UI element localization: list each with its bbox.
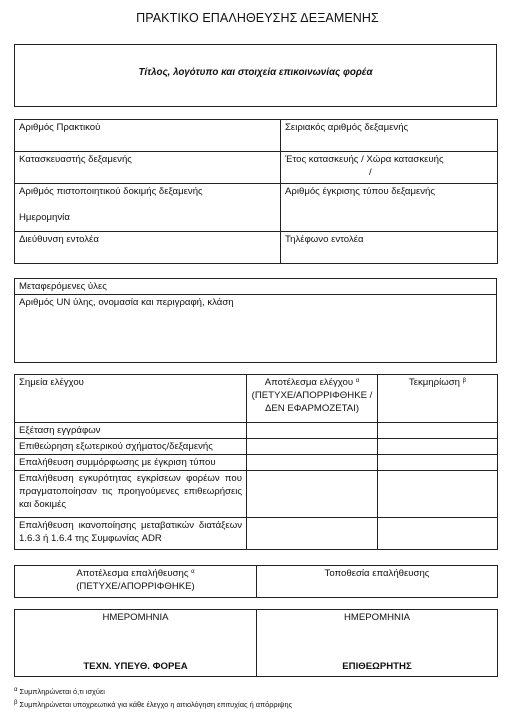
check-row-result-cell[interactable] — [247, 455, 378, 471]
organization-header-box — [14, 44, 497, 107]
check-row-result-cell[interactable] — [247, 518, 378, 550]
client-phone-cell[interactable] — [281, 232, 498, 264]
verification-result-mark: α — [191, 569, 195, 575]
col-check-points: Σημεία ελέγχου — [15, 375, 247, 423]
signature-left-role: ΤΕΧΝ. ΥΠΕΥΘ. ΦΟΡΕΑ — [83, 661, 188, 672]
check-row-label: Επιθεώρηση εξωτερικού σχήματος/δεξαμενής — [15, 439, 247, 455]
year-country-slash: / — [369, 167, 372, 178]
signature-right-role: ΕΠΙΘΕΩΡΗΤΗΣ — [342, 661, 412, 672]
type-approval-label: Αριθμός έγκρισης τύπου δεξαμενής — [285, 186, 436, 197]
check-row-result-cell[interactable] — [247, 423, 378, 439]
footnote-a-text: Συμπληρώνεται ό,τι ισχύει — [19, 687, 105, 696]
substances-detail-label: Αριθμός UN ύλης, ονομασία και περιγραφή, κλάση — [19, 297, 234, 308]
manufacturer-cell[interactable] — [15, 152, 281, 184]
organization-header-text: Τίτλος, λογότυπο και στοιχεία επικοινωνίας φορέα — [138, 67, 373, 78]
client-address-label: Διεύθυνση εντολέα — [19, 234, 99, 245]
col-evidence — [378, 375, 498, 423]
col-evidence-label: Τεκμηρίωση — [408, 377, 460, 388]
protocol-number-label: Αριθμός Πρακτικού — [19, 122, 101, 133]
certificate-cell[interactable] — [15, 184, 281, 232]
check-row-label: Επαλήθευση ικανοποίησης μεταβατικών διατάξεων 1.6.3 ή 1.6.4 της Συμφωνίας ADR — [15, 518, 247, 550]
check-row-evidence-cell[interactable] — [378, 455, 498, 471]
check-row-evidence-cell[interactable] — [378, 518, 498, 550]
manufacturer-label: Κατασκευαστής δεξαμενής — [19, 154, 132, 165]
substances-detail-cell[interactable] — [15, 295, 497, 363]
check-row-label: Εξέταση εγγράφων — [15, 423, 247, 439]
client-phone-label: Τηλέφωνο εντολέα — [285, 234, 364, 245]
checks-table — [14, 374, 498, 550]
col-check-result-mark: α — [355, 378, 360, 384]
footnote-b-text: Συμπληρώνεται υποχρεωτικά για κάθε έλεγχο η αιτιολόγηση επιτυχίας ή απόρριψης — [19, 700, 293, 709]
tank-info-table — [14, 119, 498, 264]
check-row-evidence-cell[interactable] — [378, 423, 498, 439]
check-row-label: Επαλήθευση συμμόρφωσης με έγκριση τύπου — [15, 455, 247, 471]
footnote-a — [14, 686, 504, 697]
col-check-result-options: (ΠΕΤΥΧΕ/ΑΠΟΡΡΙΦΘΗΚΕ / ΔΕΝ ΕΦΑΡΜΟΖΕΤΑΙ) — [251, 390, 373, 414]
document-title: ΠΡΑΚΤΙΚΟ ΕΠΑΛΗΘΕΥΣΗΣ ΔΕΞΑΜΕΝΗΣ — [136, 11, 379, 25]
client-address-cell[interactable] — [15, 232, 281, 264]
verification-location-cell[interactable] — [257, 566, 498, 598]
check-row-result-cell[interactable] — [247, 471, 378, 518]
serial-number-cell[interactable] — [281, 120, 498, 152]
check-row-evidence-cell[interactable] — [378, 471, 498, 518]
verification-result-label: Αποτέλεσμα επαλήθευσης — [76, 568, 189, 579]
signature-left-date: ΗΜΕΡΟΜΗΝΙΑ — [102, 612, 169, 623]
certificate-date-label: Ημερομηνία — [19, 212, 70, 223]
col-evidence-mark: β — [462, 378, 467, 384]
signature-right-cell[interactable] — [257, 610, 498, 677]
verification-result-cell[interactable] — [15, 566, 257, 598]
check-row-result-cell[interactable] — [247, 439, 378, 455]
signature-right-date: ΗΜΕΡΟΜΗΝΙΑ — [343, 612, 411, 623]
verification-location-label: Τοποθεσία επαλήθευσης — [324, 568, 430, 579]
year-country-label: Έτος κατασκευής / Χώρα κατασκευής — [285, 154, 444, 165]
substances-header: Μεταφερόμενες ύλες — [15, 279, 497, 295]
verification-result-options: (ΠΕΤΥΧΕ/ΑΠΟΡΡΙΦΘΗΚΕ) — [76, 581, 195, 592]
footnote-b — [14, 699, 509, 710]
col-check-result-label: Αποτέλεσμα ελέγχου — [264, 377, 354, 388]
substances-table — [14, 278, 497, 363]
signature-table — [14, 609, 498, 677]
year-country-cell[interactable] — [281, 152, 498, 184]
serial-number-label: Σειριακός αριθμός δεξαμενής — [285, 122, 409, 133]
certificate-number-label: Αριθμός πιστοποιητικού δοκιμής δεξαμενής — [19, 186, 203, 197]
footnote-a-mark: α — [14, 687, 18, 693]
verification-table — [14, 565, 498, 598]
signature-left-cell[interactable] — [15, 610, 257, 677]
check-row-label: Επαλήθευση εγκυρότητας εγκρίσεων φορέων που πραγματοποίησαν τις προηγούμενες επιθεωρήσεις και δοκιμές — [15, 471, 247, 518]
type-approval-cell[interactable] — [281, 184, 498, 232]
col-check-result — [247, 375, 378, 423]
protocol-number-cell[interactable] — [15, 120, 281, 152]
check-row-evidence-cell[interactable] — [378, 439, 498, 455]
footnote-b-mark: β — [14, 700, 18, 706]
